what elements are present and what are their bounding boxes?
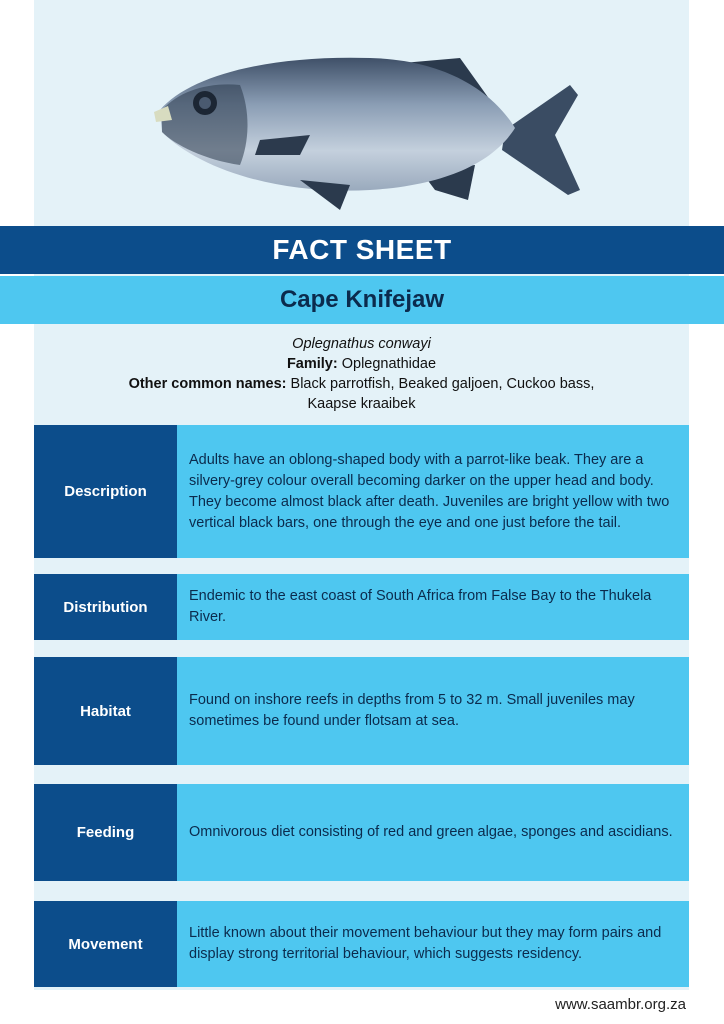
website-link[interactable]: www.saambr.org.za	[555, 996, 686, 1013]
section-text: Found on inshore reefs in depths from 5 to 32 m. Small juveniles may sometimes be found under flotsam at sea.	[177, 657, 689, 765]
section-text: Adults have an oblong-shaped body with a parrot-like beak. They are a silvery-grey colour overall becoming darker on the upper head and body. They become almost black after death. Juveniles are bright yellow with two vertical black bars, one through the eye and one just before the tail.	[177, 425, 689, 558]
species-meta	[34, 334, 689, 414]
other-names-label: Other common names:	[128, 376, 287, 392]
section-text: Endemic to the east coast of South Africa from False Bay to the Thukela River.	[177, 574, 689, 640]
section-description	[34, 425, 689, 558]
other-names-line-2: Kaapse kraaibek	[307, 396, 416, 412]
section-distribution	[34, 574, 689, 640]
section-movement	[34, 901, 689, 987]
scientific-name: Oplegnathus conwayi	[292, 336, 431, 352]
section-label: Description	[34, 425, 177, 558]
other-names-value-1: Black parrotfish, Beaked galjoen, Cuckoo bass,	[290, 376, 595, 392]
section-label: Movement	[34, 901, 177, 987]
section-label: Distribution	[34, 574, 177, 640]
section-label: Feeding	[34, 784, 177, 881]
family-line	[34, 354, 689, 374]
section-text: Omnivorous diet consisting of red and green algae, sponges and ascidians.	[177, 784, 689, 881]
species-title: Cape Knifejaw	[0, 276, 724, 324]
section-habitat	[34, 657, 689, 765]
section-label: Habitat	[34, 657, 177, 765]
fish-illustration	[150, 40, 590, 215]
section-feeding	[34, 784, 689, 881]
section-text: Little known about their movement behaviour but they may form pairs and display strong territorial behaviour, which suggests residency.	[177, 901, 689, 987]
fact-sheet-banner: FACT SHEET	[0, 226, 724, 274]
other-names-line	[34, 374, 689, 394]
family-label: Family:	[286, 356, 338, 372]
family-value: Oplegnathidae	[341, 356, 437, 372]
